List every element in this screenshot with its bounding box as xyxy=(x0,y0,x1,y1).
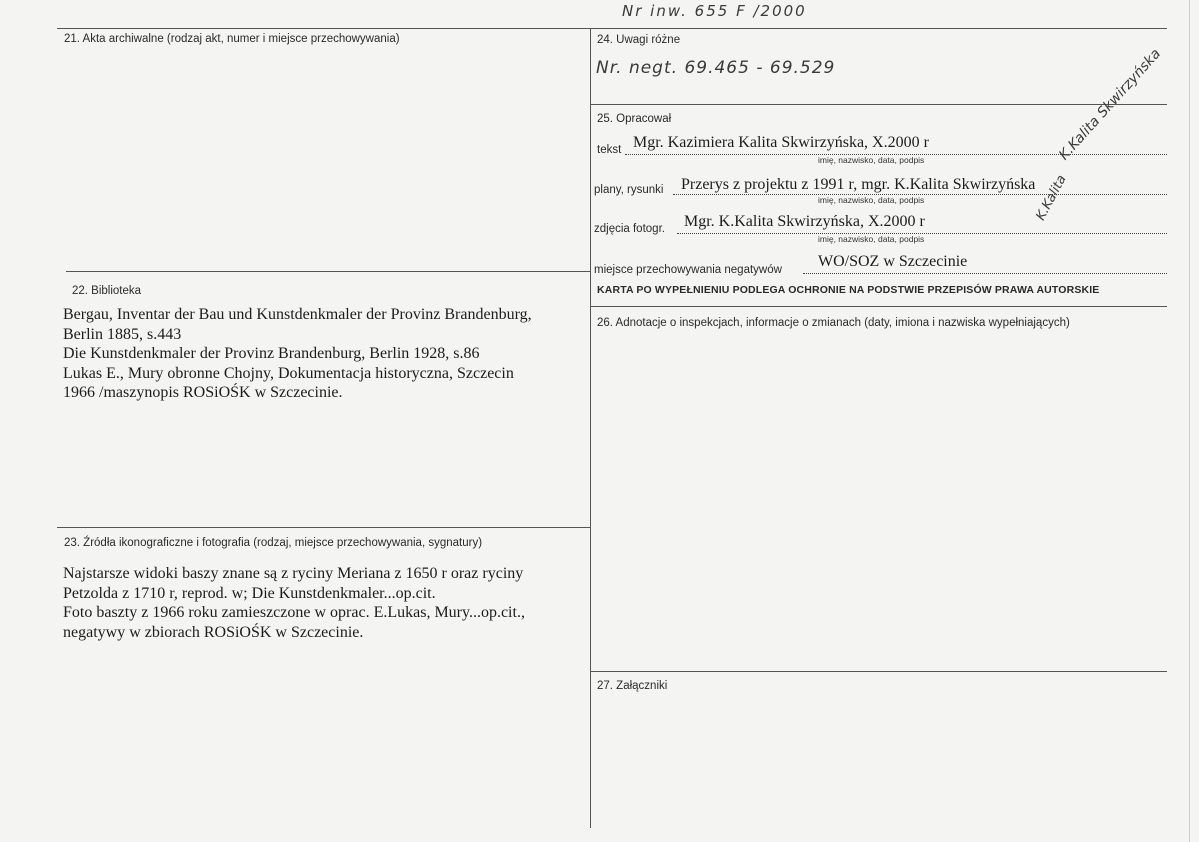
copyright-notice: KARTA PO WYPEŁNIENIU PODLEGA OCHRONIE NA PODSTWIE PRZEPISÓW PRAWA AUTORSKIE xyxy=(597,284,1100,296)
zdjecia-label: zdjęcia fotogr. xyxy=(594,223,665,235)
plany-value: Przerys z projektu z 1991 r, mgr. K.Kalita Skwirzyńska xyxy=(681,176,1036,193)
negative-numbers-handwritten: Nr. negt. 69.465 - 69.529 xyxy=(596,58,836,78)
section-27-label: 27. Załączniki xyxy=(597,680,668,692)
bibliography-line: Lukas E., Mury obronne Chojny, Dokumentacja historyczna, Szczecin xyxy=(63,364,514,382)
section-21-label: 21. Akta archiwalne (rodzaj akt, numer i miejsce przechowywania) xyxy=(64,33,400,45)
iconography-line: negatywy w zbiorach ROSiOŚK w Szczecinie. xyxy=(63,623,364,641)
divider-22-23 xyxy=(57,527,590,528)
inventory-number-annotation: Nr inw. 655 F /2000 xyxy=(622,2,807,20)
bibliography-line: 1966 /maszynopis ROSiOŚK w Szczecinie. xyxy=(63,384,343,401)
divider-26-27 xyxy=(590,671,1167,672)
iconography-text xyxy=(63,564,525,642)
negatywy-dotted-line xyxy=(803,273,1167,274)
column-divider xyxy=(590,28,591,828)
plany-caption: imię, nazwisko, data, podpis xyxy=(818,195,925,205)
zdjecia-caption: imię, nazwisko, data, podpis xyxy=(818,234,925,244)
iconography-line: Foto baszty z 1966 roku zamieszczone w oprac. E.Lukas, Mury...op.cit., xyxy=(63,604,525,621)
tekst-caption: imię, nazwisko, data, podpis xyxy=(818,155,925,165)
signature-vertical: K.Kalita xyxy=(1033,172,1070,224)
negatywy-value: WO/SOZ w Szczecinie xyxy=(818,253,968,270)
plany-label: plany, rysunki xyxy=(594,184,664,196)
section-22-label: 22. Biblioteka xyxy=(72,285,142,297)
tekst-value: Mgr. Kazimiera Kalita Skwirzyńska, X.2000 r xyxy=(633,134,929,151)
negatywy-label: miejsce przechowywania negatywów xyxy=(594,264,782,276)
divider-25-26 xyxy=(590,306,1167,307)
signature-diagonal: K.Kalita Skwirzyńska xyxy=(1056,45,1165,164)
scan-edge xyxy=(1189,0,1190,842)
divider-24-25 xyxy=(590,104,1167,105)
zdjecia-value: Mgr. K.Kalita Skwirzyńska, X.2000 r xyxy=(684,213,925,230)
section-25-label: 25. Opracował xyxy=(597,113,672,125)
section-23-label: 23. Źródła ikonograficzne i fotografia (rodzaj, miejsce przechowywania, sygnatury) xyxy=(64,537,483,549)
section-26-label: 26. Adnotacje o inspekcjach, informacje o zmianach (daty, imiona i nazwiska wypełniających) xyxy=(597,317,1070,329)
divider-21-22 xyxy=(66,271,590,272)
iconography-line: Petzolda z 1710 r, reprod. w; Die Kunstdenkmaler...op.cit. xyxy=(63,584,436,602)
bibliography-line: Bergau, Inventar der Bau und Kunstdenkmaler der Provinz Brandenburg, xyxy=(63,306,532,323)
top-border xyxy=(57,28,1167,29)
section-24-label: 24. Uwagi różne xyxy=(597,34,681,46)
iconography-line: Najstarsze widoki baszy znane są z ryciny Meriana z 1650 r oraz ryciny xyxy=(63,565,524,582)
tekst-label: tekst xyxy=(597,144,622,156)
bibliography-line: Die Kunstdenkmaler der Provinz Brandenburg, Berlin 1928, s.86 xyxy=(63,345,480,362)
bibliography-line: Berlin 1885, s.443 xyxy=(63,325,182,343)
bibliography-text xyxy=(63,305,532,403)
